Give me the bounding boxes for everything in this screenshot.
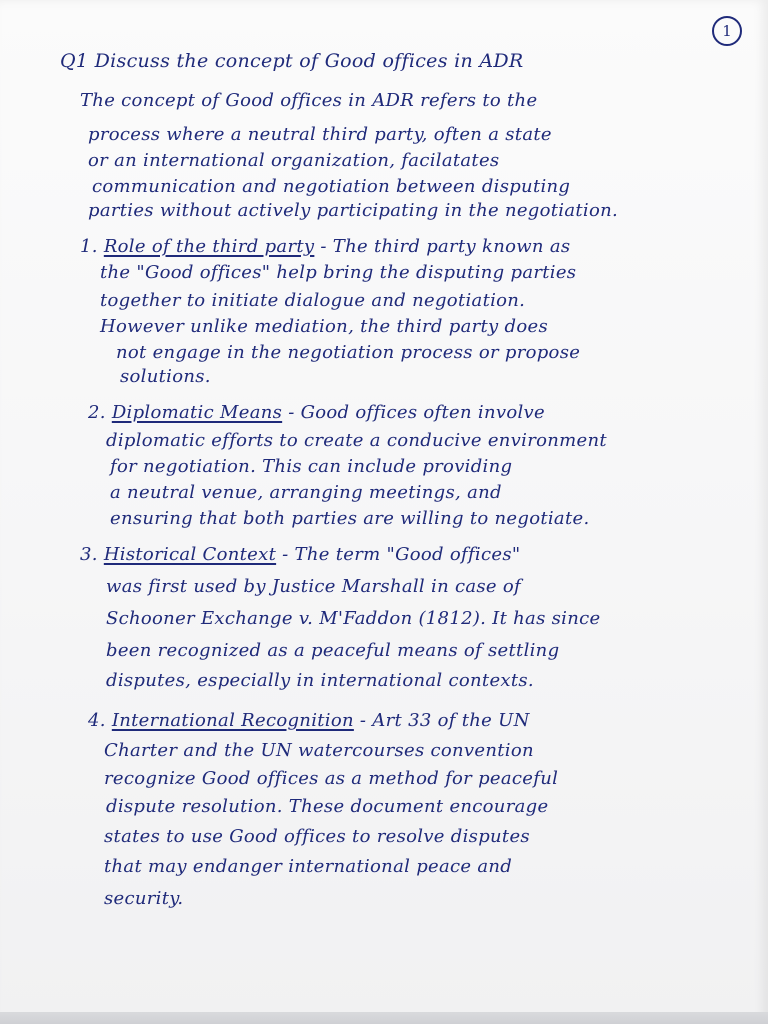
- point-heading: Diplomatic Means: [111, 402, 283, 423]
- page-bottom-edge: [0, 1012, 768, 1024]
- intro-line: or an international organization, facilatates: [88, 150, 500, 171]
- point-3-first-line: [80, 544, 520, 565]
- intro-line: communication and negotiation between disputing: [92, 176, 571, 197]
- point-number: 2.: [88, 402, 106, 423]
- point-3-line: been recognized as a peaceful means of settling: [106, 640, 560, 661]
- point-2-line: for negotiation. This can include providing: [110, 456, 513, 477]
- point-text: - Art 33 of the UN: [359, 710, 530, 731]
- question-heading: Q1 Discuss the concept of Good offices in ADR: [60, 50, 524, 72]
- point-number: 1.: [80, 236, 98, 257]
- point-heading: International Recognition: [111, 710, 354, 731]
- point-4-line: dispute resolution. These document encourage: [106, 796, 549, 817]
- point-4-line: states to use Good offices to resolve disputes: [104, 826, 530, 847]
- point-2-line: ensuring that both parties are willing to negotiate.: [110, 508, 590, 529]
- intro-line: process where a neutral third party, often a state: [88, 124, 552, 145]
- point-number: 3.: [80, 544, 98, 565]
- point-2-line: a neutral venue, arranging meetings, and: [110, 482, 502, 503]
- point-4-first-line: [88, 710, 530, 731]
- point-heading: Historical Context: [103, 544, 277, 565]
- point-1-line: However unlike mediation, the third party does: [100, 316, 548, 337]
- point-text: - The term "Good offices": [282, 544, 521, 565]
- point-1-line: together to initiate dialogue and negotiation.: [100, 290, 526, 311]
- point-3-line: disputes, especially in international contexts.: [106, 670, 534, 691]
- point-4-line: Charter and the UN watercourses convention: [104, 740, 534, 761]
- point-3-line: Schooner Exchange v. M'Faddon (1812). It has since: [106, 608, 601, 629]
- point-heading: Role of the third party: [103, 236, 315, 257]
- point-2-line: diplomatic efforts to create a conducive environment: [106, 430, 607, 451]
- point-1-line: the "Good offices" help bring the disputing parties: [100, 262, 577, 283]
- point-4-line: that may endanger international peace and: [104, 856, 513, 877]
- intro-line: parties without actively participating in the negotiation.: [88, 200, 619, 221]
- point-number: 4.: [88, 710, 106, 731]
- point-1-line: not engage in the negotiation process or propose: [116, 342, 581, 363]
- point-1-line: solutions.: [120, 366, 211, 387]
- point-2-first-line: [88, 402, 545, 423]
- intro-line: The concept of Good offices in ADR refers to the: [80, 90, 538, 111]
- point-4-line: recognize Good offices as a method for peaceful: [104, 768, 559, 789]
- point-3-line: was first used by Justice Marshall in case of: [106, 576, 522, 597]
- page-number: 1: [712, 16, 742, 46]
- point-4-line: security.: [104, 888, 184, 909]
- point-text: - Good offices often involve: [288, 402, 545, 423]
- point-1-first-line: [80, 236, 570, 257]
- point-text: - The third party known as: [320, 236, 571, 257]
